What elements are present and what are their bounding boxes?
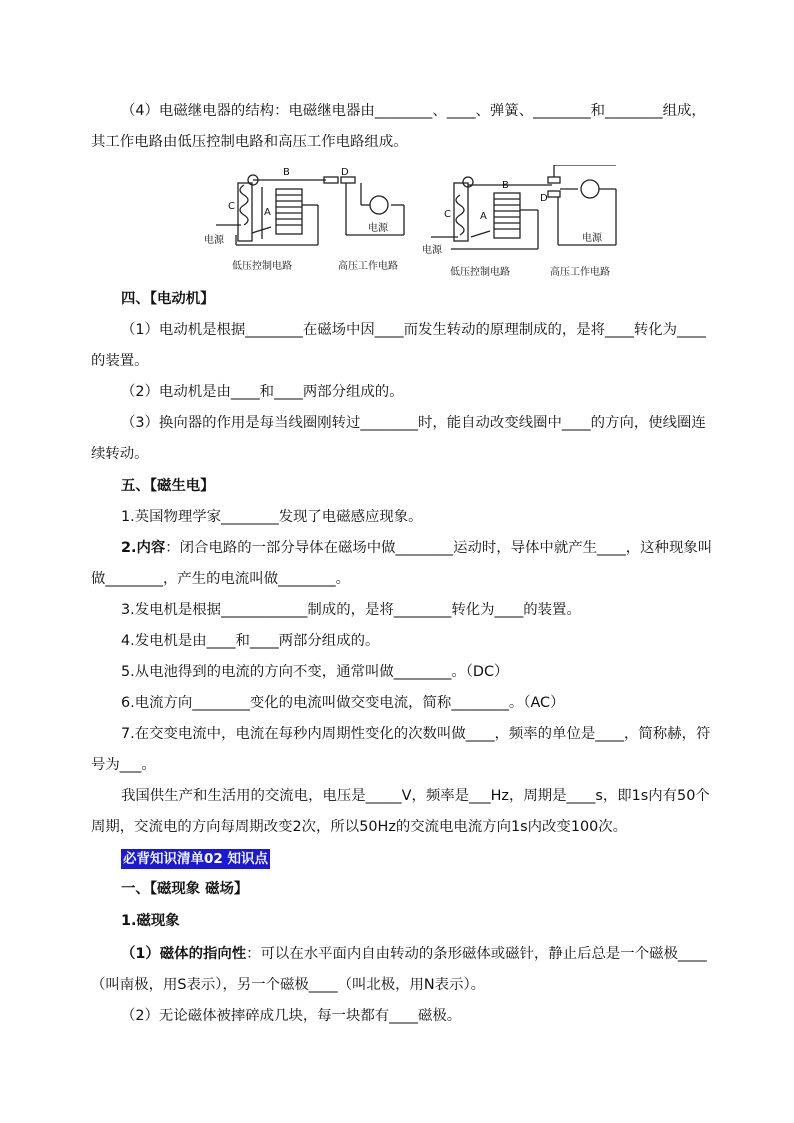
relay-label-b-right: B: [502, 180, 509, 191]
relay-label-a-right: A: [480, 211, 487, 222]
pointing-text: ：可以在水平面内自由转动的条形磁体或磁针，静止后总是一个磁极____: [246, 946, 707, 962]
relay-caption-low-left: 低压控制电路: [232, 261, 292, 272]
relay-label-c-right: C: [444, 209, 451, 220]
relay-diagram: [196, 165, 626, 280]
induction-line-3: 3.发电机是根据____________制成的，是将________转化为____的装置。: [121, 602, 581, 618]
induction-line-5: 5.从电池得到的电流的方向不变，通常叫做________。（DC）: [121, 664, 509, 680]
motor-line-1a: （1）电动机是根据________在磁场中因____而发生转动的原理制成的，是将____转化为____: [121, 322, 706, 338]
magnetism-heading: 一、【磁现象 磁场】: [121, 881, 249, 897]
magnetism-subheading: 1.磁现象: [121, 913, 180, 929]
induction-line-1: 1.英国物理学家________发现了电磁感应现象。: [121, 509, 423, 525]
magnetism-line-1b: （叫南极，用S表示），另一个磁极____（叫北极，用N表示）。: [91, 977, 486, 993]
induction-heading: 五、【磁生电】: [121, 478, 215, 494]
magnetism-line-2: （2）无论磁体被摔碎成几块，每一块都有____磁极。: [121, 1008, 462, 1024]
relay-power-left-1: 电源: [204, 235, 224, 246]
induction-line-6: 6.电流方向________变化的电流叫做交变电流，简称________。（AC）: [121, 695, 565, 711]
induction-line-7a: 7.在交变电流中，电流在每秒内周期性变化的次数叫做____，频率的单位是____，简称赫，符: [121, 726, 711, 742]
motor-line-3a: （3）换向器的作用是每当线圈刚转过________时，能自动改变线圈中____的方向，使线圈连: [121, 415, 706, 431]
magnetism-line-1a: [121, 939, 733, 970]
relay-label-c-left: C: [228, 201, 235, 212]
relay-label-d-left: D: [341, 167, 349, 178]
relay-label-a-left: A: [264, 207, 271, 218]
relay-power-left-2: 电源: [368, 223, 388, 234]
induction-content-label: 2.内容: [121, 540, 166, 556]
motor-line-2: （2）电动机是由____和____两部分组成的。: [121, 384, 404, 400]
induction-line-4: 4.发电机是由____和____两部分组成的。: [121, 633, 380, 649]
relay-line-1: （4）电磁继电器的结构：电磁继电器由________、____、弹簧、________和________组成，: [121, 103, 706, 119]
relay-label-b-left: B: [283, 167, 290, 178]
induction-line-8a: 我国供生产和生活用的交流电，电压是_____V，频率是___Hz，周期是____s，即1s内有50个: [121, 788, 710, 804]
relay-label-d-right: D: [540, 193, 548, 204]
relay-line-2: 其工作电路由低压控制电路和高压工作电路组成。: [91, 134, 408, 150]
induction-content-text: ：闭合电路的一部分导体在磁场中做________运动时，导体中就产生____，这种现象叫: [165, 540, 713, 556]
induction-line-2b: 做________，产生的电流叫做________。: [91, 571, 351, 587]
knowledge-list-tag: 必背知识清单02 知识点: [123, 851, 268, 867]
relay-power-right-1: 电源: [422, 245, 442, 256]
pointing-label: （1）磁体的指向性: [121, 946, 247, 962]
relay-caption-high-right: 高压工作电路: [550, 267, 610, 278]
motor-heading: 四、【电动机】: [121, 291, 215, 307]
induction-line-2a: [121, 533, 733, 564]
relay-caption-low-right: 低压控制电路: [450, 267, 510, 278]
relay-power-right-2: 电源: [582, 233, 602, 244]
induction-line-7b: 号为___。: [91, 757, 156, 773]
induction-line-8b: 周期，交流电的方向每周期改变2次，所以50Hz的交流电电流方向1s内改变100次。: [91, 819, 628, 835]
relay-caption-high-left: 高压工作电路: [338, 261, 398, 272]
motor-line-3b: 续转动。: [91, 446, 149, 462]
motor-line-1b: 的装置。: [91, 353, 149, 369]
